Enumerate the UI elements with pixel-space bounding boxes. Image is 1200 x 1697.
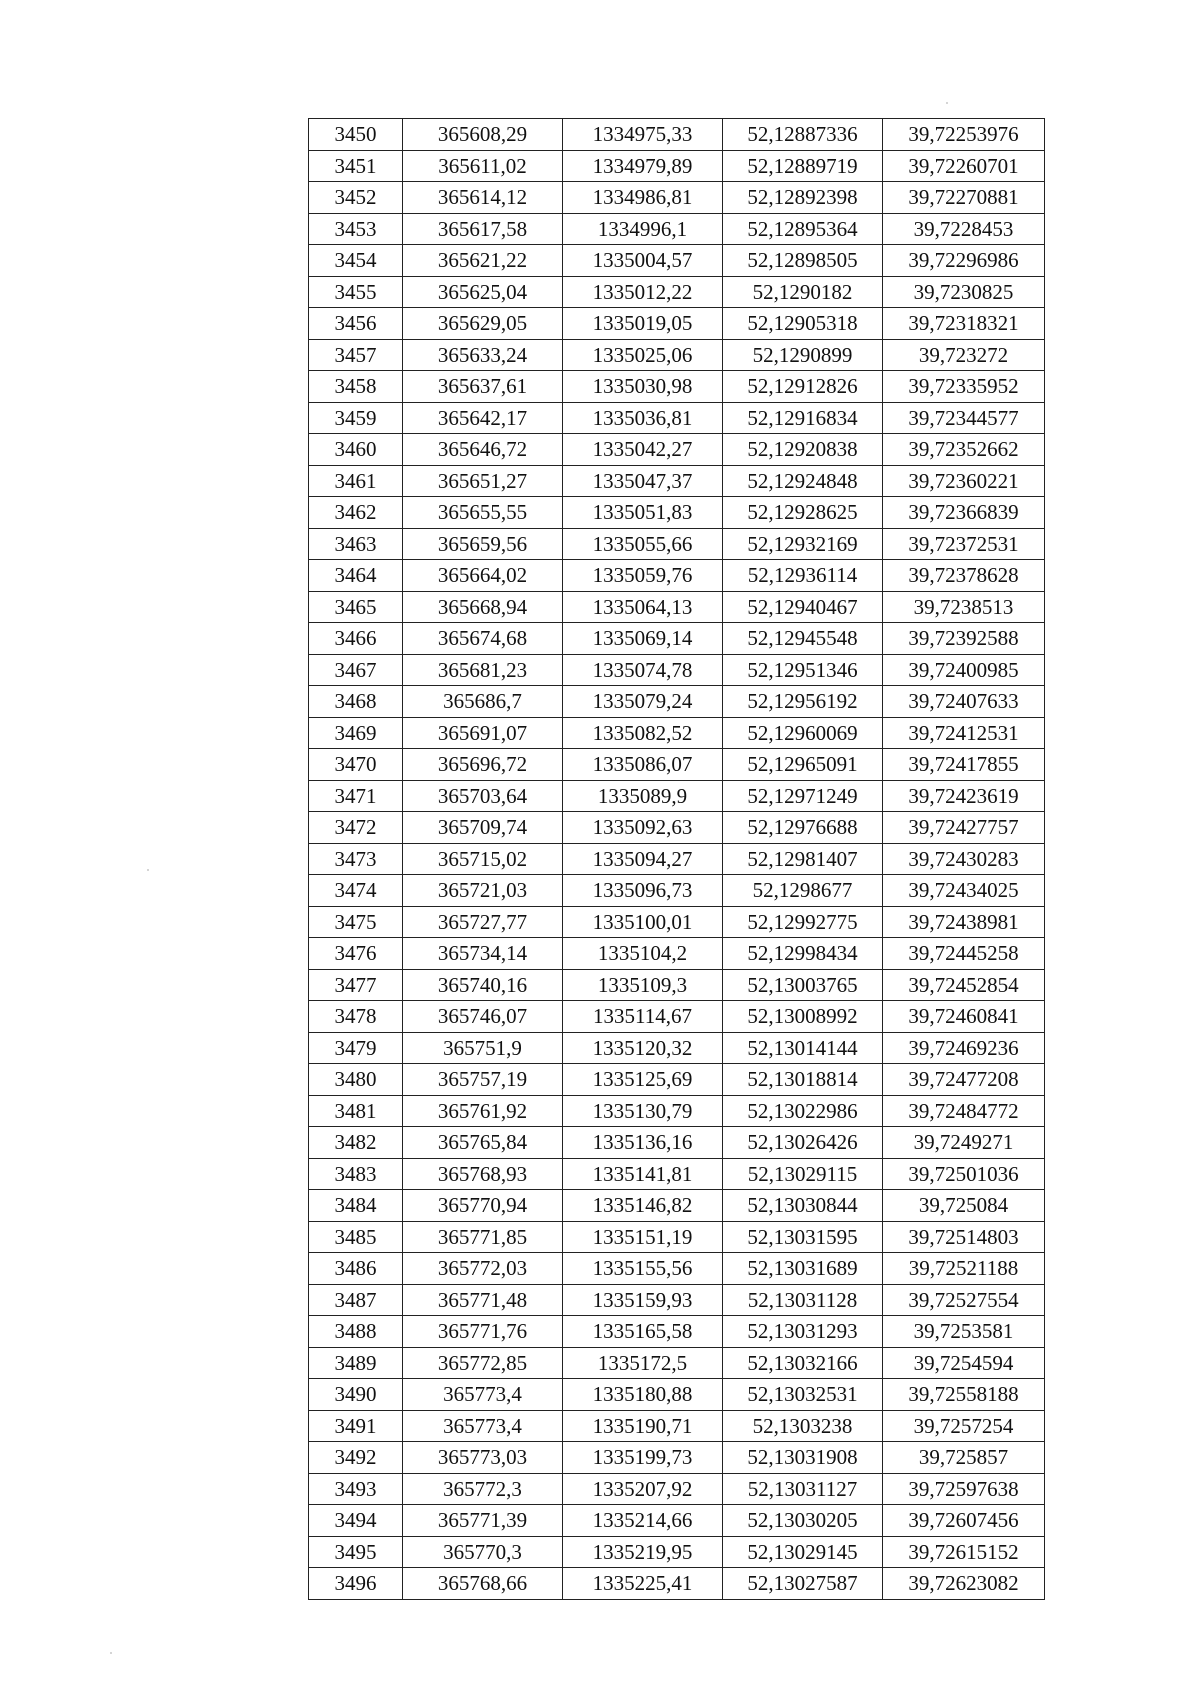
x-coordinate-cell: 365773,03 — [403, 1442, 563, 1474]
x-coordinate-cell: 365734,14 — [403, 938, 563, 970]
y-coordinate-cell: 1335104,2 — [563, 938, 723, 970]
y-coordinate-cell: 1335180,88 — [563, 1379, 723, 1411]
point-number-cell: 3479 — [309, 1032, 403, 1064]
longitude-cell: 39,72296986 — [883, 245, 1045, 277]
y-coordinate-cell: 1335004,57 — [563, 245, 723, 277]
y-coordinate-cell: 1335082,52 — [563, 717, 723, 749]
point-number-cell: 3477 — [309, 969, 403, 1001]
y-coordinate-cell: 1335059,76 — [563, 560, 723, 592]
longitude-cell: 39,72372531 — [883, 528, 1045, 560]
longitude-cell: 39,72623082 — [883, 1568, 1045, 1600]
latitude-cell: 52,12971249 — [723, 780, 883, 812]
point-number-cell: 3486 — [309, 1253, 403, 1285]
latitude-cell: 52,13029145 — [723, 1536, 883, 1568]
x-coordinate-cell: 365637,61 — [403, 371, 563, 403]
table-row — [309, 1410, 1045, 1442]
latitude-cell: 52,12960069 — [723, 717, 883, 749]
table-row — [309, 686, 1045, 718]
point-number-cell: 3454 — [309, 245, 403, 277]
table-row — [309, 906, 1045, 938]
point-number-cell: 3450 — [309, 119, 403, 151]
longitude-cell: 39,72445258 — [883, 938, 1045, 970]
table-row — [309, 371, 1045, 403]
longitude-cell: 39,72417855 — [883, 749, 1045, 781]
latitude-cell: 52,13030844 — [723, 1190, 883, 1222]
y-coordinate-cell: 1335064,13 — [563, 591, 723, 623]
x-coordinate-cell: 365740,16 — [403, 969, 563, 1001]
table-row — [309, 1316, 1045, 1348]
x-coordinate-cell: 365773,4 — [403, 1410, 563, 1442]
table-row — [309, 497, 1045, 529]
y-coordinate-cell: 1335012,22 — [563, 276, 723, 308]
longitude-cell: 39,72412531 — [883, 717, 1045, 749]
point-number-cell: 3458 — [309, 371, 403, 403]
longitude-cell: 39,7254594 — [883, 1347, 1045, 1379]
point-number-cell: 3463 — [309, 528, 403, 560]
x-coordinate-cell: 365642,17 — [403, 402, 563, 434]
latitude-cell: 52,12887336 — [723, 119, 883, 151]
longitude-cell: 39,72607456 — [883, 1505, 1045, 1537]
point-number-cell: 3462 — [309, 497, 403, 529]
longitude-cell: 39,72477208 — [883, 1064, 1045, 1096]
longitude-cell: 39,72430283 — [883, 843, 1045, 875]
latitude-cell: 52,12905318 — [723, 308, 883, 340]
latitude-cell: 52,1298677 — [723, 875, 883, 907]
x-coordinate-cell: 365696,72 — [403, 749, 563, 781]
y-coordinate-cell: 1335109,3 — [563, 969, 723, 1001]
y-coordinate-cell: 1335025,06 — [563, 339, 723, 371]
y-coordinate-cell: 1334975,33 — [563, 119, 723, 151]
table-row — [309, 1095, 1045, 1127]
latitude-cell: 52,1303238 — [723, 1410, 883, 1442]
table-row — [309, 1379, 1045, 1411]
longitude-cell: 39,72270881 — [883, 182, 1045, 214]
latitude-cell: 52,13014144 — [723, 1032, 883, 1064]
x-coordinate-cell: 365773,4 — [403, 1379, 563, 1411]
longitude-cell: 39,72378628 — [883, 560, 1045, 592]
x-coordinate-cell: 365770,3 — [403, 1536, 563, 1568]
latitude-cell: 52,13031595 — [723, 1221, 883, 1253]
point-number-cell: 3480 — [309, 1064, 403, 1096]
point-number-cell: 3491 — [309, 1410, 403, 1442]
latitude-cell: 52,12965091 — [723, 749, 883, 781]
x-coordinate-cell: 365611,02 — [403, 150, 563, 182]
x-coordinate-cell: 365746,07 — [403, 1001, 563, 1033]
y-coordinate-cell: 1335055,66 — [563, 528, 723, 560]
y-coordinate-cell: 1335036,81 — [563, 402, 723, 434]
point-number-cell: 3460 — [309, 434, 403, 466]
latitude-cell: 52,12940467 — [723, 591, 883, 623]
latitude-cell: 52,12951346 — [723, 654, 883, 686]
y-coordinate-cell: 1335214,66 — [563, 1505, 723, 1537]
y-coordinate-cell: 1335219,95 — [563, 1536, 723, 1568]
x-coordinate-cell: 365727,77 — [403, 906, 563, 938]
x-coordinate-cell: 365681,23 — [403, 654, 563, 686]
point-number-cell: 3470 — [309, 749, 403, 781]
x-coordinate-cell: 365721,03 — [403, 875, 563, 907]
point-number-cell: 3456 — [309, 308, 403, 340]
table-row — [309, 213, 1045, 245]
y-coordinate-cell: 1335079,24 — [563, 686, 723, 718]
table-row — [309, 339, 1045, 371]
latitude-cell: 52,12889719 — [723, 150, 883, 182]
x-coordinate-cell: 365703,64 — [403, 780, 563, 812]
longitude-cell: 39,72427757 — [883, 812, 1045, 844]
table-row — [309, 245, 1045, 277]
point-number-cell: 3490 — [309, 1379, 403, 1411]
y-coordinate-cell: 1335100,01 — [563, 906, 723, 938]
table-row — [309, 308, 1045, 340]
point-number-cell: 3495 — [309, 1536, 403, 1568]
y-coordinate-cell: 1335092,63 — [563, 812, 723, 844]
latitude-cell: 52,13030205 — [723, 1505, 883, 1537]
x-coordinate-cell: 365770,94 — [403, 1190, 563, 1222]
x-coordinate-cell: 365771,39 — [403, 1505, 563, 1537]
coordinates-table-body — [309, 119, 1045, 1600]
point-number-cell: 3492 — [309, 1442, 403, 1474]
y-coordinate-cell: 1335096,73 — [563, 875, 723, 907]
point-number-cell: 3482 — [309, 1127, 403, 1159]
point-number-cell: 3483 — [309, 1158, 403, 1190]
latitude-cell: 52,13027587 — [723, 1568, 883, 1600]
y-coordinate-cell: 1335146,82 — [563, 1190, 723, 1222]
x-coordinate-cell: 365709,74 — [403, 812, 563, 844]
x-coordinate-cell: 365646,72 — [403, 434, 563, 466]
y-coordinate-cell: 1334986,81 — [563, 182, 723, 214]
scan-speck — [110, 1652, 112, 1654]
longitude-cell: 39,72514803 — [883, 1221, 1045, 1253]
table-row — [309, 1442, 1045, 1474]
point-number-cell: 3472 — [309, 812, 403, 844]
table-row — [309, 1190, 1045, 1222]
table-row — [309, 749, 1045, 781]
x-coordinate-cell: 365771,85 — [403, 1221, 563, 1253]
longitude-cell: 39,72392588 — [883, 623, 1045, 655]
point-number-cell: 3465 — [309, 591, 403, 623]
latitude-cell: 52,13032531 — [723, 1379, 883, 1411]
point-number-cell: 3474 — [309, 875, 403, 907]
table-row — [309, 1505, 1045, 1537]
table-row — [309, 812, 1045, 844]
x-coordinate-cell: 365771,48 — [403, 1284, 563, 1316]
point-number-cell: 3467 — [309, 654, 403, 686]
table-row — [309, 1347, 1045, 1379]
longitude-cell: 39,7257254 — [883, 1410, 1045, 1442]
table-row — [309, 591, 1045, 623]
longitude-cell: 39,72484772 — [883, 1095, 1045, 1127]
table-row — [309, 1001, 1045, 1033]
x-coordinate-cell: 365751,9 — [403, 1032, 563, 1064]
latitude-cell: 52,12956192 — [723, 686, 883, 718]
longitude-cell: 39,72344577 — [883, 402, 1045, 434]
table-row — [309, 1064, 1045, 1096]
table-row — [309, 1284, 1045, 1316]
y-coordinate-cell: 1335019,05 — [563, 308, 723, 340]
latitude-cell: 52,13026426 — [723, 1127, 883, 1159]
longitude-cell: 39,72615152 — [883, 1536, 1045, 1568]
longitude-cell: 39,72260701 — [883, 150, 1045, 182]
longitude-cell: 39,72597638 — [883, 1473, 1045, 1505]
x-coordinate-cell: 365772,3 — [403, 1473, 563, 1505]
table-row — [309, 780, 1045, 812]
latitude-cell: 52,12924848 — [723, 465, 883, 497]
latitude-cell: 52,13022986 — [723, 1095, 883, 1127]
x-coordinate-cell: 365715,02 — [403, 843, 563, 875]
point-number-cell: 3453 — [309, 213, 403, 245]
table-row — [309, 528, 1045, 560]
latitude-cell: 52,12936114 — [723, 560, 883, 592]
scan-speck — [147, 869, 149, 871]
x-coordinate-cell: 365651,27 — [403, 465, 563, 497]
table-row — [309, 1568, 1045, 1600]
table-row — [309, 623, 1045, 655]
x-coordinate-cell: 365772,85 — [403, 1347, 563, 1379]
y-coordinate-cell: 1334979,89 — [563, 150, 723, 182]
table-row — [309, 1536, 1045, 1568]
x-coordinate-cell: 365772,03 — [403, 1253, 563, 1285]
y-coordinate-cell: 1335165,58 — [563, 1316, 723, 1348]
table-row — [309, 560, 1045, 592]
table-row — [309, 875, 1045, 907]
point-number-cell: 3461 — [309, 465, 403, 497]
point-number-cell: 3452 — [309, 182, 403, 214]
y-coordinate-cell: 1335094,27 — [563, 843, 723, 875]
y-coordinate-cell: 1335172,5 — [563, 1347, 723, 1379]
x-coordinate-cell: 365614,12 — [403, 182, 563, 214]
point-number-cell: 3466 — [309, 623, 403, 655]
longitude-cell: 39,72460841 — [883, 1001, 1045, 1033]
latitude-cell: 52,12912826 — [723, 371, 883, 403]
longitude-cell: 39,72423619 — [883, 780, 1045, 812]
point-number-cell: 3496 — [309, 1568, 403, 1600]
longitude-cell: 39,72407633 — [883, 686, 1045, 718]
longitude-cell: 39,7249271 — [883, 1127, 1045, 1159]
latitude-cell: 52,13008992 — [723, 1001, 883, 1033]
x-coordinate-cell: 365629,05 — [403, 308, 563, 340]
table-row — [309, 717, 1045, 749]
table-row — [309, 1473, 1045, 1505]
table-row — [309, 276, 1045, 308]
longitude-cell: 39,72469236 — [883, 1032, 1045, 1064]
table-row — [309, 654, 1045, 686]
x-coordinate-cell: 365765,84 — [403, 1127, 563, 1159]
table-row — [309, 434, 1045, 466]
y-coordinate-cell: 1335190,71 — [563, 1410, 723, 1442]
latitude-cell: 52,13031908 — [723, 1442, 883, 1474]
longitude-cell: 39,72318321 — [883, 308, 1045, 340]
x-coordinate-cell: 365686,7 — [403, 686, 563, 718]
y-coordinate-cell: 1335151,19 — [563, 1221, 723, 1253]
table-row — [309, 1127, 1045, 1159]
y-coordinate-cell: 1335114,67 — [563, 1001, 723, 1033]
x-coordinate-cell: 365768,66 — [403, 1568, 563, 1600]
table-row — [309, 1221, 1045, 1253]
x-coordinate-cell: 365621,22 — [403, 245, 563, 277]
latitude-cell: 52,12932169 — [723, 528, 883, 560]
x-coordinate-cell: 365771,76 — [403, 1316, 563, 1348]
table-row — [309, 182, 1045, 214]
coordinates-table — [308, 118, 1045, 1600]
x-coordinate-cell: 365608,29 — [403, 119, 563, 151]
longitude-cell: 39,7253581 — [883, 1316, 1045, 1348]
longitude-cell: 39,72452854 — [883, 969, 1045, 1001]
latitude-cell: 52,12920838 — [723, 434, 883, 466]
latitude-cell: 52,12976688 — [723, 812, 883, 844]
x-coordinate-cell: 365761,92 — [403, 1095, 563, 1127]
y-coordinate-cell: 1335120,32 — [563, 1032, 723, 1064]
table-row — [309, 465, 1045, 497]
x-coordinate-cell: 365659,56 — [403, 528, 563, 560]
longitude-cell: 39,725857 — [883, 1442, 1045, 1474]
longitude-cell: 39,72521188 — [883, 1253, 1045, 1285]
y-coordinate-cell: 1335047,37 — [563, 465, 723, 497]
longitude-cell: 39,72352662 — [883, 434, 1045, 466]
longitude-cell: 39,72501036 — [883, 1158, 1045, 1190]
latitude-cell: 52,13018814 — [723, 1064, 883, 1096]
longitude-cell: 39,72400985 — [883, 654, 1045, 686]
x-coordinate-cell: 365625,04 — [403, 276, 563, 308]
table-row — [309, 843, 1045, 875]
latitude-cell: 52,12992775 — [723, 906, 883, 938]
longitude-cell: 39,72366839 — [883, 497, 1045, 529]
x-coordinate-cell: 365668,94 — [403, 591, 563, 623]
point-number-cell: 3468 — [309, 686, 403, 718]
y-coordinate-cell: 1335155,56 — [563, 1253, 723, 1285]
latitude-cell: 52,1290899 — [723, 339, 883, 371]
longitude-cell: 39,7230825 — [883, 276, 1045, 308]
latitude-cell: 52,12928625 — [723, 497, 883, 529]
longitude-cell: 39,72527554 — [883, 1284, 1045, 1316]
scan-speck — [946, 102, 948, 104]
y-coordinate-cell: 1335030,98 — [563, 371, 723, 403]
table-row — [309, 1253, 1045, 1285]
longitude-cell: 39,7228453 — [883, 213, 1045, 245]
y-coordinate-cell: 1335136,16 — [563, 1127, 723, 1159]
x-coordinate-cell: 365768,93 — [403, 1158, 563, 1190]
table-row — [309, 1158, 1045, 1190]
longitude-cell: 39,72434025 — [883, 875, 1045, 907]
y-coordinate-cell: 1335125,69 — [563, 1064, 723, 1096]
table-row — [309, 1032, 1045, 1064]
latitude-cell: 52,12916834 — [723, 402, 883, 434]
latitude-cell: 52,13029115 — [723, 1158, 883, 1190]
point-number-cell: 3478 — [309, 1001, 403, 1033]
latitude-cell: 52,12998434 — [723, 938, 883, 970]
latitude-cell: 52,13032166 — [723, 1347, 883, 1379]
point-number-cell: 3494 — [309, 1505, 403, 1537]
longitude-cell: 39,72558188 — [883, 1379, 1045, 1411]
y-coordinate-cell: 1335069,14 — [563, 623, 723, 655]
point-number-cell: 3489 — [309, 1347, 403, 1379]
point-number-cell: 3476 — [309, 938, 403, 970]
latitude-cell: 52,12895364 — [723, 213, 883, 245]
y-coordinate-cell: 1335042,27 — [563, 434, 723, 466]
point-number-cell: 3455 — [309, 276, 403, 308]
x-coordinate-cell: 365655,55 — [403, 497, 563, 529]
table-row — [309, 969, 1045, 1001]
point-number-cell: 3457 — [309, 339, 403, 371]
point-number-cell: 3459 — [309, 402, 403, 434]
latitude-cell: 52,12898505 — [723, 245, 883, 277]
longitude-cell: 39,72438981 — [883, 906, 1045, 938]
point-number-cell: 3485 — [309, 1221, 403, 1253]
point-number-cell: 3488 — [309, 1316, 403, 1348]
latitude-cell: 52,12945548 — [723, 623, 883, 655]
longitude-cell: 39,72253976 — [883, 119, 1045, 151]
y-coordinate-cell: 1335225,41 — [563, 1568, 723, 1600]
x-coordinate-cell: 365691,07 — [403, 717, 563, 749]
y-coordinate-cell: 1335074,78 — [563, 654, 723, 686]
latitude-cell: 52,12981407 — [723, 843, 883, 875]
latitude-cell: 52,12892398 — [723, 182, 883, 214]
x-coordinate-cell: 365674,68 — [403, 623, 563, 655]
point-number-cell: 3481 — [309, 1095, 403, 1127]
latitude-cell: 52,13003765 — [723, 969, 883, 1001]
table-row — [309, 402, 1045, 434]
longitude-cell: 39,72360221 — [883, 465, 1045, 497]
y-coordinate-cell: 1335130,79 — [563, 1095, 723, 1127]
longitude-cell: 39,723272 — [883, 339, 1045, 371]
table-row — [309, 150, 1045, 182]
y-coordinate-cell: 1334996,1 — [563, 213, 723, 245]
table-row — [309, 938, 1045, 970]
point-number-cell: 3484 — [309, 1190, 403, 1222]
x-coordinate-cell: 365617,58 — [403, 213, 563, 245]
y-coordinate-cell: 1335159,93 — [563, 1284, 723, 1316]
point-number-cell: 3487 — [309, 1284, 403, 1316]
y-coordinate-cell: 1335141,81 — [563, 1158, 723, 1190]
longitude-cell: 39,725084 — [883, 1190, 1045, 1222]
latitude-cell: 52,13031127 — [723, 1473, 883, 1505]
point-number-cell: 3493 — [309, 1473, 403, 1505]
point-number-cell: 3464 — [309, 560, 403, 592]
y-coordinate-cell: 1335051,83 — [563, 497, 723, 529]
latitude-cell: 52,13031128 — [723, 1284, 883, 1316]
latitude-cell: 52,13031293 — [723, 1316, 883, 1348]
y-coordinate-cell: 1335199,73 — [563, 1442, 723, 1474]
x-coordinate-cell: 365757,19 — [403, 1064, 563, 1096]
table-row — [309, 119, 1045, 151]
point-number-cell: 3471 — [309, 780, 403, 812]
y-coordinate-cell: 1335207,92 — [563, 1473, 723, 1505]
point-number-cell: 3473 — [309, 843, 403, 875]
point-number-cell: 3469 — [309, 717, 403, 749]
latitude-cell: 52,13031689 — [723, 1253, 883, 1285]
x-coordinate-cell: 365664,02 — [403, 560, 563, 592]
latitude-cell: 52,1290182 — [723, 276, 883, 308]
y-coordinate-cell: 1335089,9 — [563, 780, 723, 812]
point-number-cell: 3451 — [309, 150, 403, 182]
x-coordinate-cell: 365633,24 — [403, 339, 563, 371]
longitude-cell: 39,72335952 — [883, 371, 1045, 403]
longitude-cell: 39,7238513 — [883, 591, 1045, 623]
y-coordinate-cell: 1335086,07 — [563, 749, 723, 781]
point-number-cell: 3475 — [309, 906, 403, 938]
